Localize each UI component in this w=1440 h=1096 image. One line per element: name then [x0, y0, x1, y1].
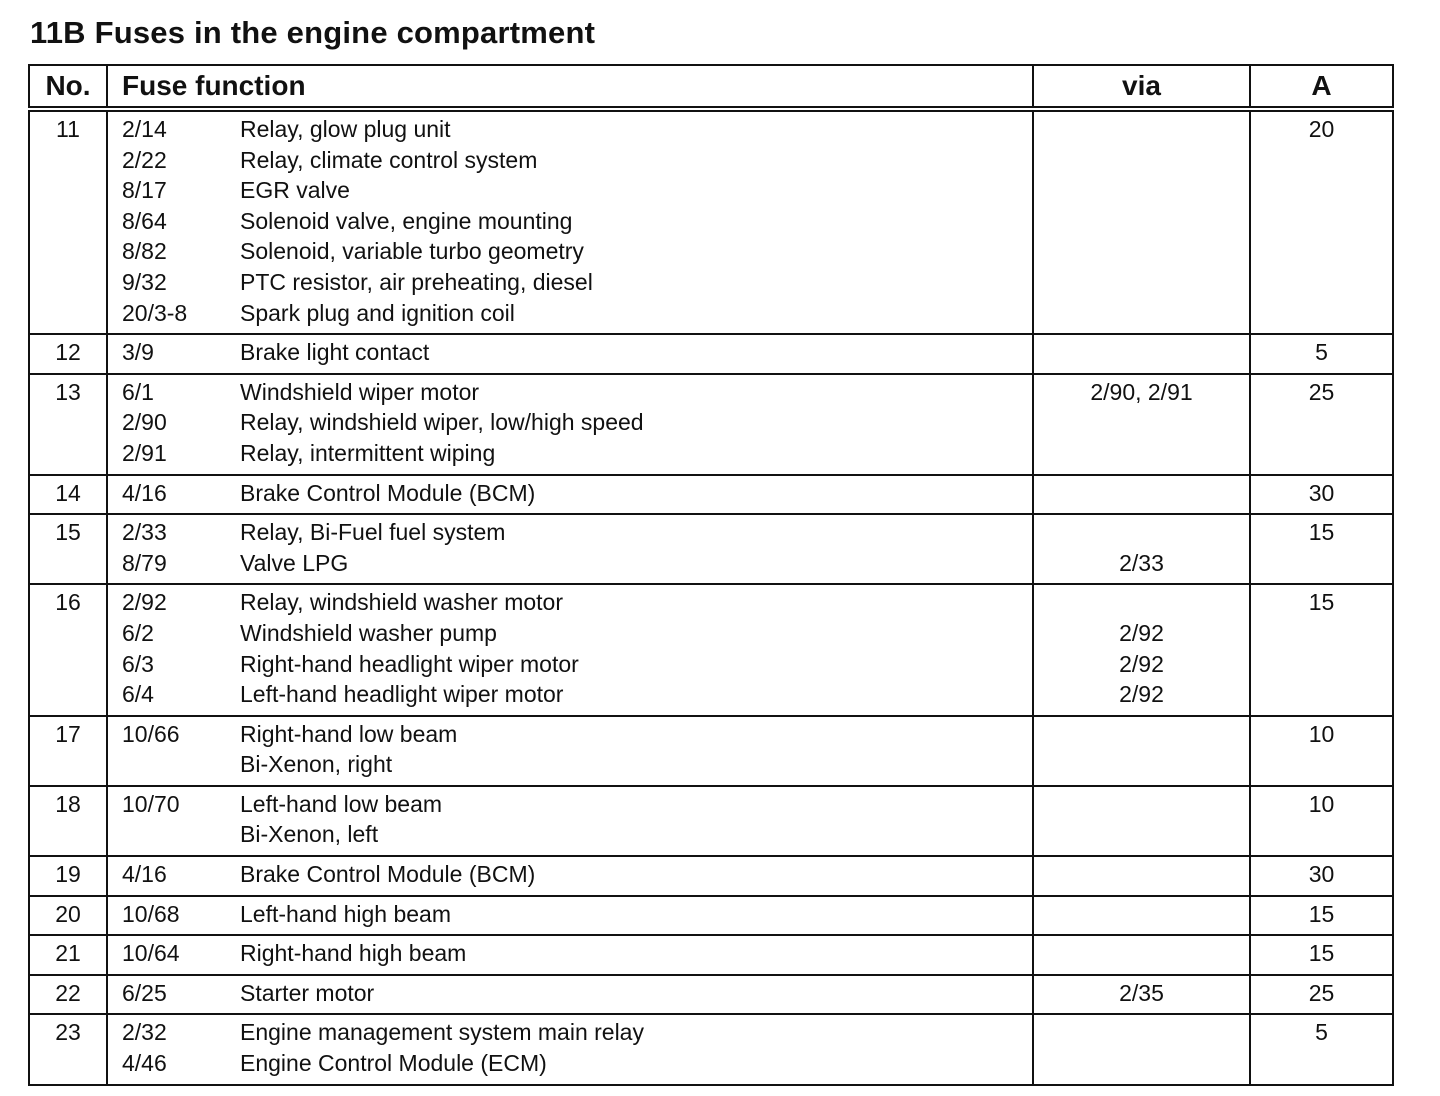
component-code: 10/66 [122, 720, 180, 747]
via-value [1034, 337, 1249, 368]
component-code: 20/3-8 [122, 299, 188, 326]
function-line [122, 145, 1032, 176]
fuse-amperage: 5 [1250, 334, 1393, 374]
component-code: 3/9 [122, 339, 154, 366]
via-value [1034, 407, 1249, 438]
fuse-function-cell [107, 786, 1033, 856]
component-code: 6/25 [122, 979, 167, 1006]
function-line [122, 114, 1032, 145]
function-line [122, 749, 1032, 780]
via-value [1034, 236, 1249, 267]
via-value [1034, 859, 1249, 890]
function-line [122, 1017, 1032, 1048]
fuse-amperage: 15 [1250, 584, 1393, 715]
component-description: Starter motor [240, 979, 375, 1006]
header-amps: A [1250, 65, 1393, 109]
fuse-amperage: 10 [1250, 716, 1393, 786]
function-line [122, 899, 1032, 930]
fuse-amperage: 15 [1250, 935, 1393, 975]
component-description: Engine management system main relay [240, 1019, 644, 1046]
fuse-amperage: 30 [1250, 856, 1393, 896]
fuse-function-cell [107, 975, 1033, 1015]
via-cell [1033, 514, 1250, 584]
component-code: 2/22 [122, 146, 167, 173]
component-code: 9/32 [122, 268, 167, 295]
component-code: 6/4 [122, 681, 154, 708]
component-code: 8/64 [122, 207, 167, 234]
fuse-number: 17 [29, 716, 107, 786]
table-row [29, 514, 1393, 584]
function-line [122, 377, 1032, 408]
header-fuse-function: Fuse function [107, 65, 1033, 109]
via-value: 2/90, 2/91 [1090, 378, 1193, 405]
component-description: Engine Control Module (ECM) [240, 1050, 547, 1077]
fuse-amperage: 5 [1250, 1014, 1393, 1084]
via-value [1034, 719, 1249, 750]
function-line [122, 679, 1032, 710]
via-value [1034, 175, 1249, 206]
function-line [122, 236, 1032, 267]
via-cell [1033, 786, 1250, 856]
fuse-number: 19 [29, 856, 107, 896]
component-description: Valve LPG [240, 549, 349, 576]
component-description: Brake Control Module (BCM) [240, 861, 536, 888]
component-description: Spark plug and ignition coil [240, 299, 515, 326]
via-cell [1033, 374, 1250, 475]
component-code: 6/1 [122, 378, 154, 405]
fuse-amperage: 15 [1250, 896, 1393, 936]
component-description: Windshield washer pump [240, 619, 497, 646]
component-description: Right-hand low beam [240, 720, 458, 747]
header-no: No. [29, 65, 107, 109]
component-description: Relay, climate control system [240, 146, 538, 173]
via-value [1034, 749, 1249, 780]
function-line [122, 978, 1032, 1009]
fuse-number: 23 [29, 1014, 107, 1084]
table-row [29, 1014, 1393, 1084]
via-value [1034, 789, 1249, 820]
via-cell [1033, 856, 1250, 896]
function-line [122, 407, 1032, 438]
function-line [122, 1048, 1032, 1079]
component-code [122, 819, 240, 850]
fuse-number: 11 [29, 109, 107, 334]
component-description: Left-hand high beam [240, 900, 451, 927]
function-line [122, 548, 1032, 579]
via-value: 2/92 [1119, 650, 1164, 677]
function-line [122, 517, 1032, 548]
function-line [122, 859, 1032, 890]
via-value [1034, 298, 1249, 329]
via-value [1034, 438, 1249, 469]
page-title: 11B Fuses in the engine compartment [30, 15, 596, 50]
fuse-function-cell [107, 475, 1033, 515]
fuse-amperage: 25 [1250, 374, 1393, 475]
fuse-number: 12 [29, 334, 107, 374]
via-value [1034, 1048, 1249, 1079]
table-row [29, 109, 1393, 334]
fuse-amperage: 15 [1250, 514, 1393, 584]
table-row [29, 935, 1393, 975]
function-line [122, 819, 1032, 850]
component-code: 2/92 [122, 589, 167, 616]
component-code: 4/46 [122, 1050, 167, 1077]
component-description: Bi-Xenon, left [240, 821, 379, 848]
fuse-amperage: 20 [1250, 109, 1393, 334]
via-value: 2/92 [1119, 681, 1164, 708]
via-value [1034, 899, 1249, 930]
function-line [122, 206, 1032, 237]
component-code: 2/14 [122, 116, 167, 142]
fuse-number: 20 [29, 896, 107, 936]
component-code: 6/3 [122, 650, 154, 677]
component-description: Right-hand high beam [240, 940, 467, 967]
component-code: 2/91 [122, 439, 167, 466]
function-line [122, 337, 1032, 368]
table-row [29, 584, 1393, 715]
function-line [122, 789, 1032, 820]
function-line [122, 938, 1032, 969]
via-value [1034, 145, 1249, 176]
table-body [29, 109, 1393, 1085]
via-value: 2/92 [1119, 619, 1164, 646]
via-value [1034, 1017, 1249, 1048]
function-line [122, 618, 1032, 649]
function-line [122, 478, 1032, 509]
via-value [1034, 517, 1249, 548]
via-cell [1033, 896, 1250, 936]
component-description: PTC resistor, air preheating, diesel [240, 268, 593, 295]
component-description: Bi-Xenon, right [240, 751, 393, 778]
component-description: Relay, intermittent wiping [240, 439, 496, 466]
component-code: 8/17 [122, 177, 167, 204]
fuse-function-cell [107, 896, 1033, 936]
table-row [29, 786, 1393, 856]
fuse-table [28, 64, 1394, 1086]
fuse-amperage: 10 [1250, 786, 1393, 856]
fuse-number: 21 [29, 935, 107, 975]
component-code: 2/32 [122, 1019, 167, 1046]
component-description: Relay, glow plug unit [240, 116, 451, 142]
component-description: Relay, windshield washer motor [240, 589, 563, 616]
component-description: Solenoid valve, engine mounting [240, 207, 573, 234]
via-cell [1033, 334, 1250, 374]
component-code: 2/33 [122, 519, 167, 546]
via-cell [1033, 1014, 1250, 1084]
via-value: 2/33 [1119, 549, 1164, 576]
function-line [122, 267, 1032, 298]
via-cell [1033, 935, 1250, 975]
fuse-number: 18 [29, 786, 107, 856]
fuse-amperage: 30 [1250, 475, 1393, 515]
fuse-function-cell [107, 584, 1033, 715]
component-code: 10/68 [122, 900, 180, 927]
via-cell [1033, 584, 1250, 715]
function-line [122, 649, 1032, 680]
function-line [122, 587, 1032, 618]
component-description: Left-hand headlight wiper motor [240, 681, 564, 708]
component-description: Windshield wiper motor [240, 378, 480, 405]
via-value [1034, 114, 1249, 145]
fuse-number: 14 [29, 475, 107, 515]
component-code: 8/82 [122, 238, 167, 265]
via-cell [1033, 716, 1250, 786]
component-code: 10/64 [122, 940, 180, 967]
component-code: 4/16 [122, 861, 167, 888]
fuse-amperage: 25 [1250, 975, 1393, 1015]
fuse-function-cell [107, 1014, 1033, 1084]
fuse-number: 22 [29, 975, 107, 1015]
component-description: EGR valve [240, 177, 350, 204]
via-value [1034, 478, 1249, 509]
via-value [1034, 938, 1249, 969]
table-row [29, 334, 1393, 374]
fuse-number: 16 [29, 584, 107, 715]
component-description: Relay, windshield wiper, low/high speed [240, 409, 644, 436]
component-code: 10/70 [122, 790, 180, 817]
fuse-function-cell [107, 334, 1033, 374]
fuse-number: 15 [29, 514, 107, 584]
via-value [1034, 206, 1249, 237]
component-description: Right-hand headlight wiper motor [240, 650, 579, 677]
component-description: Solenoid, variable turbo geometry [240, 238, 584, 265]
via-value [1034, 819, 1249, 850]
function-line [122, 175, 1032, 206]
component-description: Relay, Bi-Fuel fuel system [240, 519, 506, 546]
header-via: via [1033, 65, 1250, 109]
function-line [122, 719, 1032, 750]
function-line [122, 298, 1032, 329]
via-value [1034, 267, 1249, 298]
component-code: 8/79 [122, 549, 167, 576]
fuse-function-cell [107, 716, 1033, 786]
table-row [29, 856, 1393, 896]
table-row [29, 896, 1393, 936]
fuse-function-cell [107, 935, 1033, 975]
table-row [29, 374, 1393, 475]
component-code [122, 749, 240, 780]
via-value: 2/35 [1119, 979, 1164, 1006]
table-row [29, 716, 1393, 786]
via-cell [1033, 475, 1250, 515]
fuse-number: 13 [29, 374, 107, 475]
fuse-function-cell [107, 514, 1033, 584]
fuse-function-cell [107, 856, 1033, 896]
via-cell [1033, 109, 1250, 334]
component-description: Brake Control Module (BCM) [240, 479, 536, 506]
table-header [29, 65, 1393, 109]
via-value [1034, 587, 1249, 618]
component-code: 6/2 [122, 619, 154, 646]
function-line [122, 438, 1032, 469]
via-cell [1033, 975, 1250, 1015]
table-row [29, 975, 1393, 1015]
component-code: 2/90 [122, 409, 167, 436]
fuse-function-cell [107, 374, 1033, 475]
table-row [29, 475, 1393, 515]
component-code: 4/16 [122, 479, 167, 506]
component-description: Brake light contact [240, 339, 430, 366]
component-description: Left-hand low beam [240, 790, 443, 817]
fuse-function-cell [107, 109, 1033, 334]
